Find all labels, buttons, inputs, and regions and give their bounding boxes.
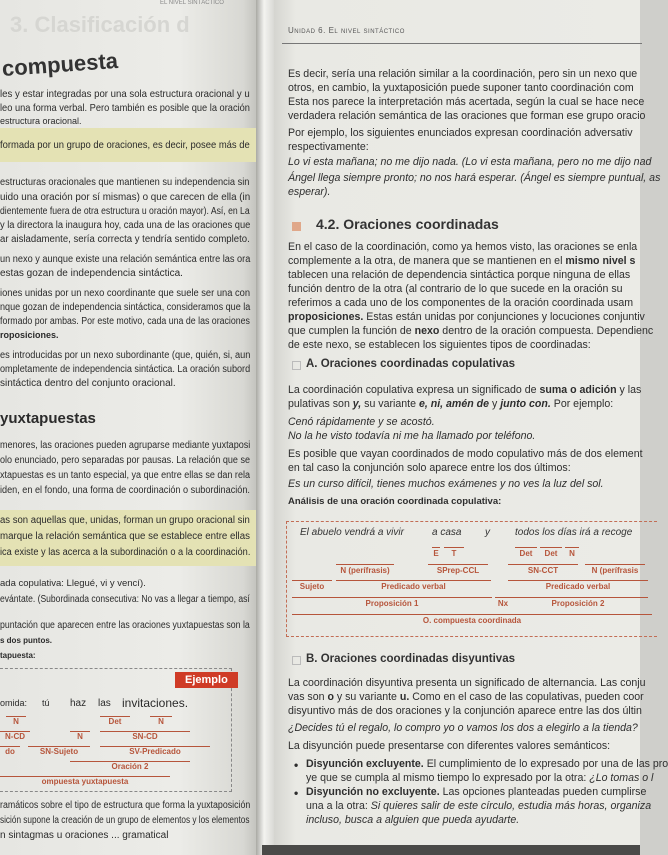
text-line: estructura oracional. <box>0 116 82 126</box>
text-line <box>288 398 613 410</box>
text-span: La coordinación disyuntiva presenta un significado de alternancia. Las conju <box>288 677 646 689</box>
text-span: Es un curso difícil, tienes muchos exámenes y no ves la luz del sol. <box>288 478 604 490</box>
text-line <box>288 297 633 309</box>
section-square-icon <box>292 222 301 231</box>
text-line: ompletamente de independencia sintáctica. La oración subord <box>0 364 251 375</box>
text-span: y <box>489 398 501 410</box>
text-line <box>288 722 638 734</box>
text-span: Cenó rápidamente y se acostó. <box>288 416 435 428</box>
text-span: esperar). <box>288 186 331 198</box>
analysis-tag: SN-CCT <box>508 564 578 575</box>
text-line <box>306 800 651 812</box>
text-line: formada por un grupo de oraciones, es decir, posee más de <box>0 139 250 151</box>
text-span: Es decir, sería una relación similar a la coordinación, pero sin un nexo que <box>288 68 638 80</box>
text-line: estas gozan de independencia sintáctica. <box>0 268 183 279</box>
text-span: o <box>327 691 334 703</box>
text-line <box>306 814 519 826</box>
text-span: de este nexo, se establecen los siguientes tipos de coordinadas: <box>288 339 591 351</box>
text-span: su variante <box>361 398 419 410</box>
text-span: vas son <box>288 691 328 703</box>
running-header: Unidad 6. El nivel sintáctico <box>288 26 405 35</box>
example-tag: N-CD <box>0 731 30 741</box>
analysis-tag: Nx <box>495 597 511 608</box>
text-line: s dos puntos. <box>0 636 52 645</box>
text-line <box>288 677 645 689</box>
example-word: tú <box>42 698 50 708</box>
text-line: ramáticos sobre el tipo de estructura que forma la yuxtaposición <box>0 800 251 811</box>
ghost-heading: 3. Clasificación d <box>10 12 190 37</box>
text-line: un nexo y aunque existe una relación semántica entre las ora <box>0 254 251 265</box>
text-span: Ángel llega siempre pronto; no nos hará esperar. (Ángel es siempre puntual, as <box>288 172 661 184</box>
text-span: que cumplen la función de <box>288 325 415 337</box>
checkbox-square-icon <box>292 656 301 665</box>
text-line <box>288 110 645 122</box>
example-tag: SN-Sujeto <box>28 746 90 756</box>
text-span: ye que se cumpla al mismo tiempo lo expresado por la otra: <box>306 772 590 784</box>
text-span: y su variante <box>333 691 400 703</box>
text-line <box>288 384 641 396</box>
text-span: u. <box>399 691 410 703</box>
text-line: y la directora la inaugura hoy, cada una de las oraciones que <box>0 220 251 231</box>
text-line: ar aisladamente, sería correcta y tendría sentido completo. <box>0 234 250 245</box>
text-span: No la he visto todavía ni me ha llamado por teléfono. <box>288 430 536 442</box>
text-line <box>288 127 633 139</box>
text-span: Por ejemplo: <box>550 398 614 410</box>
text-span: En el caso de la coordinación, como ya hemos visto, las oraciones se enla <box>288 241 638 253</box>
analysis-sentence-part: El abuelo vendrá a vivir <box>300 527 404 538</box>
text-line <box>288 82 634 94</box>
right-page <box>274 0 668 845</box>
text-span: Lo vi esta mañana; no me dijo nada. (Lo vi esta mañana, pero no me dijo nad <box>288 156 652 168</box>
analysis-tag: Predicado verbal <box>336 580 491 591</box>
analysis-tag: Predicado verbal <box>508 580 648 591</box>
bullet-icon: • <box>294 758 299 772</box>
analysis-tag: N (perífrasis) <box>336 564 394 575</box>
text-line <box>288 416 435 428</box>
heading-compuesta: compuesta <box>1 47 119 81</box>
text-line <box>288 269 630 281</box>
text-line <box>288 172 660 184</box>
text-line <box>288 283 623 295</box>
text-line: dientemente fuera de otra estructura u oración mayor). Así, en La <box>0 206 250 217</box>
text-span: y, <box>352 398 362 410</box>
header-rule <box>282 43 642 44</box>
example-word: haz <box>70 698 87 709</box>
section-title: 4.2. Oraciones coordinadas <box>316 216 499 232</box>
text-line <box>288 462 571 474</box>
text-line: formado por ambas. Por este motivo, cada una de las oraciones <box>0 316 250 327</box>
analysis-sentence-part: todos los días irá a recoge <box>515 527 633 538</box>
text-span: una a la otra: <box>306 800 371 812</box>
text-span: Estas están unidas por conjunciones y locuciones conjuntiv <box>363 311 645 323</box>
text-line: tapuesta: <box>0 651 36 660</box>
text-line <box>288 141 369 153</box>
text-line: estructuras oracionales que mantienen su independencia sin <box>0 176 250 188</box>
analysis-tag: Proposición 2 <box>508 597 648 608</box>
text-line <box>288 339 591 351</box>
text-span: ¿Decides tú el regalo, lo compro yo o vamos los dos a elegirlo a la tienda? <box>288 722 638 734</box>
text-line <box>306 758 668 770</box>
running-header: EL NIVEL SINTÁCTICO <box>160 0 224 6</box>
text-line: yuxtapuestas <box>0 410 96 427</box>
text-line: sición supone la creación de un grupo de elementos y los elementos <box>0 815 250 826</box>
text-line: iden, en el fondo, una forma de coordinación o subordinación. <box>0 485 250 496</box>
text-span: pulativas son <box>288 398 353 410</box>
text-line: iones unidas por un nexo coordinante que suele ser una con <box>0 288 251 299</box>
example-tag: Det <box>100 716 130 726</box>
subsection-a-title: A. Oraciones coordinadas copulativas <box>306 358 515 370</box>
analysis-sentence-part: y <box>485 527 490 538</box>
text-line <box>288 311 645 323</box>
example-label: Ejemplo <box>175 672 238 688</box>
text-span: Esta nos parece la interpretación más acertada, según la cual se hace nece <box>288 96 645 108</box>
example-word: omida: <box>0 698 28 708</box>
text-line <box>288 448 643 460</box>
text-line: nque gozan de independencia sintáctica, consideramos que la <box>0 302 251 313</box>
analysis-sentence-part: a casa <box>432 527 462 538</box>
text-line <box>288 96 644 108</box>
text-line <box>288 186 330 198</box>
text-line <box>288 740 610 752</box>
example-tag: SV-Predicado <box>100 746 210 756</box>
example-word: las <box>98 698 111 709</box>
example-tag: N <box>150 716 172 726</box>
analysis-tag: SPrep-CCL <box>428 564 488 575</box>
text-span: Disyunción excluyente. <box>306 758 424 770</box>
text-line: ada copulativa: Llegué, vi y vencí). <box>0 578 146 589</box>
example-word: invitaciones. <box>122 696 189 710</box>
text-span: respectivamente: <box>288 141 369 153</box>
text-span: Si quieres salir de este círculo, estudia más horas, organiza <box>370 800 652 812</box>
analysis-tag: Det <box>515 547 537 558</box>
text-line <box>288 156 651 168</box>
analysis-tag: N <box>565 547 579 558</box>
text-line: ica existe y las acerca a la subordinación o a la coordinación. <box>0 547 251 558</box>
text-span: mismo nivel s <box>565 255 636 267</box>
table-edge <box>262 845 640 855</box>
text-span: otros, en cambio, la yuxtaposición puede suponer tanto coordinación com <box>288 82 634 94</box>
text-span: dentro de la oración compuesta. Dependienc <box>439 325 654 337</box>
analysis-tag: N (perífrasis <box>585 564 645 575</box>
text-line <box>288 325 653 337</box>
text-line <box>288 478 604 490</box>
example-tag: SN-CD <box>100 731 190 741</box>
text-line: sintáctica dentro del conjunto oracional. <box>0 378 176 389</box>
analysis-tag: O. compuesta coordinada <box>292 614 652 625</box>
analysis-tag: Sujeto <box>292 580 332 591</box>
text-span: suma o adición <box>539 384 617 396</box>
text-span: La coordinación copulativa expresa un significado de <box>288 384 540 396</box>
text-line: evántate. (Subordinada consecutiva: No vas a llegar a tiempo, así <box>0 594 250 605</box>
text-span: Por ejemplo, los siguientes enunciados expresan coordinación adversativ <box>288 127 633 139</box>
bullet-icon: • <box>294 786 299 800</box>
example-tag: N <box>70 731 90 741</box>
text-line <box>288 430 535 442</box>
text-line: n sintagmas u oraciones ... gramatical <box>0 830 169 841</box>
analysis-title: Análisis de una oración coordinada copulativa: <box>288 496 502 507</box>
analysis-tag: E <box>433 549 439 558</box>
checkbox-square-icon <box>292 361 301 370</box>
example-tag: do <box>0 746 20 756</box>
text-span: complemente a la otra, de manera que se mantienen en el <box>288 255 566 267</box>
text-span: función dentro de la otra (al contrario de lo que sucede en la oración su <box>288 283 623 295</box>
text-span: nexo <box>414 325 440 337</box>
example-tag: ompuesta yuxtapuesta <box>0 776 170 786</box>
text-line: menores, las oraciones pueden agruparse mediante yuxtaposi <box>0 440 251 451</box>
text-span: incluso, busca a alguien que pueda ayudarte. <box>306 814 520 826</box>
text-line <box>288 241 637 253</box>
text-span: Disyunción no excluyente. <box>306 786 440 798</box>
text-line: olo enunciado, pero separadas por pausas. La relación que se <box>0 455 251 466</box>
text-line <box>306 772 653 784</box>
text-span: Las opciones planteadas pueden cumplirse <box>439 786 647 798</box>
text-line <box>288 255 635 267</box>
text-line: uido una oración por sí mismas) o que carecen de ella (in <box>0 191 251 203</box>
text-span: y las <box>616 384 642 396</box>
text-span: proposiciones. <box>288 311 364 323</box>
text-line: roposiciones. <box>0 330 59 340</box>
text-line <box>288 691 644 703</box>
text-span: El cumplimiento de lo expresado por una de las pro <box>423 758 668 770</box>
text-span: Es posible que vayan coordinados de modo copulativo más de dos element <box>288 448 643 460</box>
text-line: marque la relación semántica que se establece entre ellas <box>0 531 250 542</box>
text-span: e, ni, amén de <box>418 398 490 410</box>
text-span: referimos a cada uno de los componentes de la oración coordinada usam <box>288 297 634 309</box>
example-tag: Oración 2 <box>70 761 190 771</box>
text-span: Como en el caso de las copulativas, pueden coor <box>409 691 644 703</box>
text-span: La disyunción puede presentarse con diferentes valores semánticos: <box>288 740 611 752</box>
text-span: disyuntivo más de dos oraciones y la conjunción aparece entre las dos últin <box>288 705 642 717</box>
text-line: es introducidas por un nexo subordinante (que, quién, si, aun <box>0 350 251 361</box>
text-span: en tal caso la conjunción solo aparece entre los dos últimos: <box>288 462 571 474</box>
example-tag: N <box>6 716 26 726</box>
analysis-tag: Proposición 1 <box>292 597 492 608</box>
subsection-b-title: B. Oraciones coordinadas disyuntivas <box>306 653 515 665</box>
text-line: leo una forma verbal. Pero también es posible que la oración <box>0 102 250 114</box>
left-page <box>0 0 256 855</box>
text-line: les y estar integradas por una sola estructura oracional y u <box>0 88 250 100</box>
text-line <box>288 68 637 80</box>
analysis-tag: T <box>444 547 464 558</box>
text-span: verdadera relación semántica de las oraciones que forman ese grupo oracio <box>288 110 646 122</box>
text-line <box>288 705 642 717</box>
text-line: xtapuestas es un tanto especial, ya que entre ellas se dan rela <box>0 470 251 481</box>
text-span: junto con. <box>500 398 551 410</box>
book-gutter <box>256 0 274 855</box>
text-span: tablecen una relación de dependencia sintáctica porque ninguna de ellas <box>288 269 631 281</box>
text-span: ¿Lo tomas o l <box>589 772 654 784</box>
text-line: puntación que aparecen entre las oraciones yuxtapuestas son la <box>0 620 250 631</box>
analysis-tag: Det <box>540 547 562 558</box>
text-line <box>306 786 646 798</box>
text-line: as son aquellas que, unidas, forman un grupo oracional sin <box>0 515 250 526</box>
